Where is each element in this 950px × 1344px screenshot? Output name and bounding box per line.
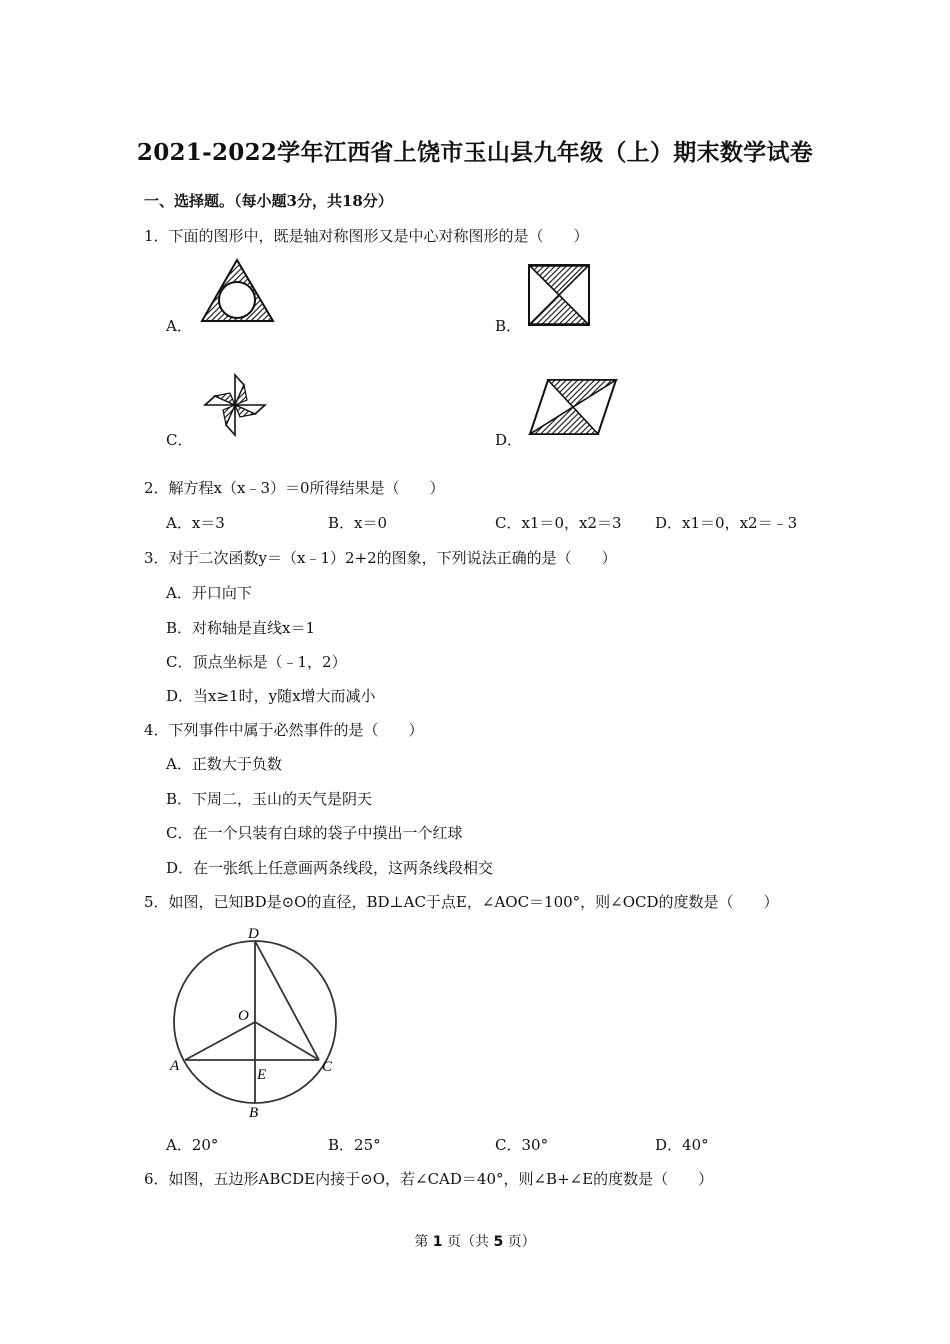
q4-option-c: C．在一个只装有白球的袋子中摸出一个红球 [166,824,463,842]
q2-option-a: A．x＝3 [166,514,225,532]
q3-option-b: B．对称轴是直线x＝1 [166,619,316,637]
label-b: B [249,1105,259,1121]
pinwheel-icon [202,372,268,438]
q4-option-d: D．在一张纸上任意画两条线段，这两条线段相交 [166,859,494,877]
page-title: 2021-2022学年江西省上饶市玉山县九年级（上）期末数学试卷 [136,139,814,166]
q1-option-b-label: B． [495,317,522,335]
q2-option-c: C．x1＝0，x2＝3 [495,514,622,532]
q1-option-d-label: D． [495,431,523,449]
question-6-stem: 6．如图，五边形ABCDE内接于⊙O，若∠CAD＝40°，则∠B+∠E的度数是（ ） [144,1170,714,1188]
question-1-stem: 1．下面的图形中，既是轴对称图形又是中心对称图形的是（ ） [144,227,589,245]
question-5-stem: 5．如图，已知BD是⊙O的直径，BD⊥AC于点E，∠AOC＝100°，则∠OCD的度数是（ ） [144,893,779,911]
q2-option-b: B．x＝0 [328,514,388,532]
label-a: A [170,1058,180,1074]
question-3-stem: 3．对于二次函数y＝（x﹣1）2+2的图象，下列说法正确的是（ ） [144,549,617,567]
footer-pre: 第 [414,1234,429,1250]
q3-option-d: D．当x≥1时，y随x增大而减小 [166,687,376,705]
label-o: O [238,1008,249,1024]
page-footer [0,1231,950,1251]
question-4-stem: 4．下列事件中属于必然事件的是（ ） [144,721,424,739]
triangle-circle-icon [200,258,276,324]
q5-option-c: C．30° [495,1136,549,1154]
footer-total-pages: 5 [493,1234,504,1250]
footer-mid: 页（共 [447,1234,489,1250]
circle-geometry-figure [166,922,346,1122]
label-d: D [248,926,259,942]
parallelogram-icon [528,378,618,436]
section-heading: 一、选择题。（每小题3分，共18分） [144,192,393,210]
q5-option-b: B．25° [328,1136,381,1154]
footer-page-number: 1 [432,1234,443,1250]
label-c: C [322,1059,333,1075]
question-2-stem: 2．解方程x（x﹣3）＝0所得结果是（ ） [144,479,445,497]
q5-option-a: A．20° [166,1136,219,1154]
label-e: E [257,1067,267,1083]
q1-option-c-label: C． [166,431,193,449]
q3-option-a: A．开口向下 [166,584,252,602]
q4-option-b: B．下周二，玉山的天气是阴天 [166,790,373,808]
q3-option-c: C．顶点坐标是（﹣1，2） [166,653,347,671]
q2-option-d: D．x1＝0，x2＝﹣3 [655,514,798,532]
square-hourglass-icon [528,264,590,326]
footer-post: 页） [507,1234,536,1250]
q5-option-d: D．40° [655,1136,709,1154]
q1-option-a-label: A． [166,317,192,335]
q4-option-a: A．正数大于负数 [166,755,282,773]
